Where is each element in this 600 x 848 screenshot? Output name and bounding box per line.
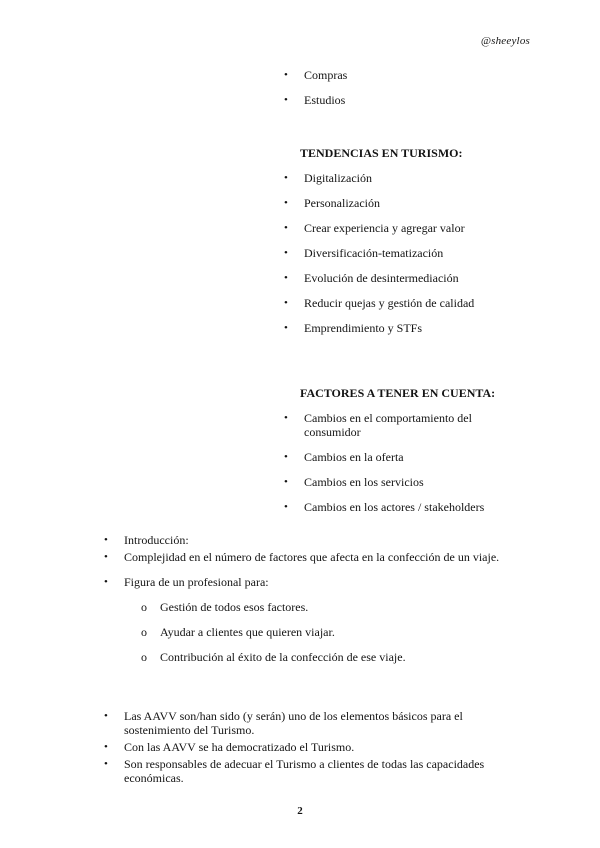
section-heading-factores: FACTORES A TENER EN CUENTA: bbox=[300, 386, 496, 400]
sub-list-item-text: Contribución al éxito de la confección de ese viaje. bbox=[160, 650, 406, 664]
sub-bullet-marker: o bbox=[141, 625, 147, 639]
bullet-marker: • bbox=[104, 551, 108, 563]
bullet-marker: • bbox=[284, 247, 288, 259]
list-item bbox=[284, 271, 530, 285]
list-item bbox=[104, 740, 530, 754]
bullet-marker: • bbox=[284, 222, 288, 234]
section-heading-tendencias: TENDENCIAS EN TURISMO: bbox=[300, 146, 463, 160]
list-item bbox=[104, 575, 530, 589]
list-item bbox=[284, 171, 530, 185]
list-item-text: Personalización bbox=[304, 196, 380, 210]
list-item-text: Cambios en el comportamiento del consumidor bbox=[304, 411, 472, 439]
list-item bbox=[284, 321, 530, 335]
list-item-text: Crear experiencia y agregar valor bbox=[304, 221, 465, 235]
author-handle: @sheeylos bbox=[480, 35, 530, 47]
list-item-text: Cambios en la oferta bbox=[304, 450, 404, 464]
list-item-text: Diversificación-tematización bbox=[304, 246, 444, 260]
bullet-marker: • bbox=[104, 576, 108, 588]
bullet-marker: • bbox=[284, 476, 288, 488]
bullet-marker: • bbox=[104, 758, 108, 770]
list-item-text: Reducir quejas y gestión de calidad bbox=[304, 296, 475, 310]
bullet-marker: • bbox=[284, 272, 288, 284]
bullet-marker: • bbox=[284, 197, 288, 209]
intro-bullet-list bbox=[104, 533, 530, 567]
list-item bbox=[104, 757, 530, 785]
bullet-marker: • bbox=[284, 501, 288, 513]
list-item bbox=[104, 533, 530, 547]
list-item bbox=[284, 68, 530, 82]
page-number: 2 bbox=[297, 805, 303, 817]
list-item bbox=[104, 709, 530, 737]
bullet-marker: • bbox=[104, 741, 108, 753]
list-item-text: Compras bbox=[304, 68, 348, 82]
tendencias-bullet-list bbox=[284, 171, 530, 346]
factores-bullet-list bbox=[284, 411, 530, 525]
list-item bbox=[284, 93, 530, 107]
sub-bullet-marker: o bbox=[141, 650, 147, 664]
aavv-bullet-list bbox=[104, 709, 530, 788]
sub-list-item bbox=[141, 625, 530, 639]
list-item bbox=[284, 196, 530, 210]
sub-bullet-marker: o bbox=[141, 600, 147, 614]
bullet-marker: • bbox=[284, 322, 288, 334]
figura-section bbox=[104, 575, 530, 675]
list-item-text: Cambios en los actores / stakeholders bbox=[304, 500, 485, 514]
list-item-text: Las AAVV son/han sido (y serán) uno de los elementos básicos para el sostenimiento del Turismo. bbox=[124, 709, 463, 737]
list-item bbox=[284, 500, 530, 514]
top-bullet-list bbox=[284, 68, 530, 118]
bullet-marker: • bbox=[284, 69, 288, 81]
list-item bbox=[284, 411, 530, 439]
bullet-marker: • bbox=[284, 94, 288, 106]
list-item bbox=[104, 550, 530, 564]
sub-list-item bbox=[141, 600, 530, 614]
figura-sub-list bbox=[141, 600, 530, 664]
list-item-text: Estudios bbox=[304, 93, 346, 107]
sub-list-item bbox=[141, 650, 530, 664]
list-item-text: Introducción: bbox=[124, 533, 189, 547]
list-item-text: Cambios en los servicios bbox=[304, 475, 424, 489]
list-item-text: Son responsables de adecuar el Turismo a clientes de todas las capacidades económicas. bbox=[124, 757, 485, 785]
bullet-marker: • bbox=[284, 172, 288, 184]
list-item-text: Complejidad en el número de factores que afecta en la confección de un viaje. bbox=[124, 550, 500, 564]
bullet-marker: • bbox=[104, 710, 108, 722]
list-item-text: Figura de un profesional para: bbox=[124, 575, 269, 589]
bullet-marker: • bbox=[284, 412, 288, 424]
bullet-marker: • bbox=[104, 534, 108, 546]
list-item-text: Emprendimiento y STFs bbox=[304, 321, 422, 335]
bullet-marker: • bbox=[284, 297, 288, 309]
list-item bbox=[284, 296, 530, 310]
bullet-marker: • bbox=[284, 451, 288, 463]
list-item bbox=[284, 475, 530, 489]
list-item bbox=[284, 450, 530, 464]
sub-list-item-text: Ayudar a clientes que quieren viajar. bbox=[160, 625, 335, 639]
list-item bbox=[284, 221, 530, 235]
list-item-text: Digitalización bbox=[304, 171, 372, 185]
list-item-text: Evolución de desintermediación bbox=[304, 271, 459, 285]
list-item bbox=[284, 246, 530, 260]
sub-list-item-text: Gestión de todos esos factores. bbox=[160, 600, 309, 614]
list-item-text: Con las AAVV se ha democratizado el Turismo. bbox=[124, 740, 355, 754]
